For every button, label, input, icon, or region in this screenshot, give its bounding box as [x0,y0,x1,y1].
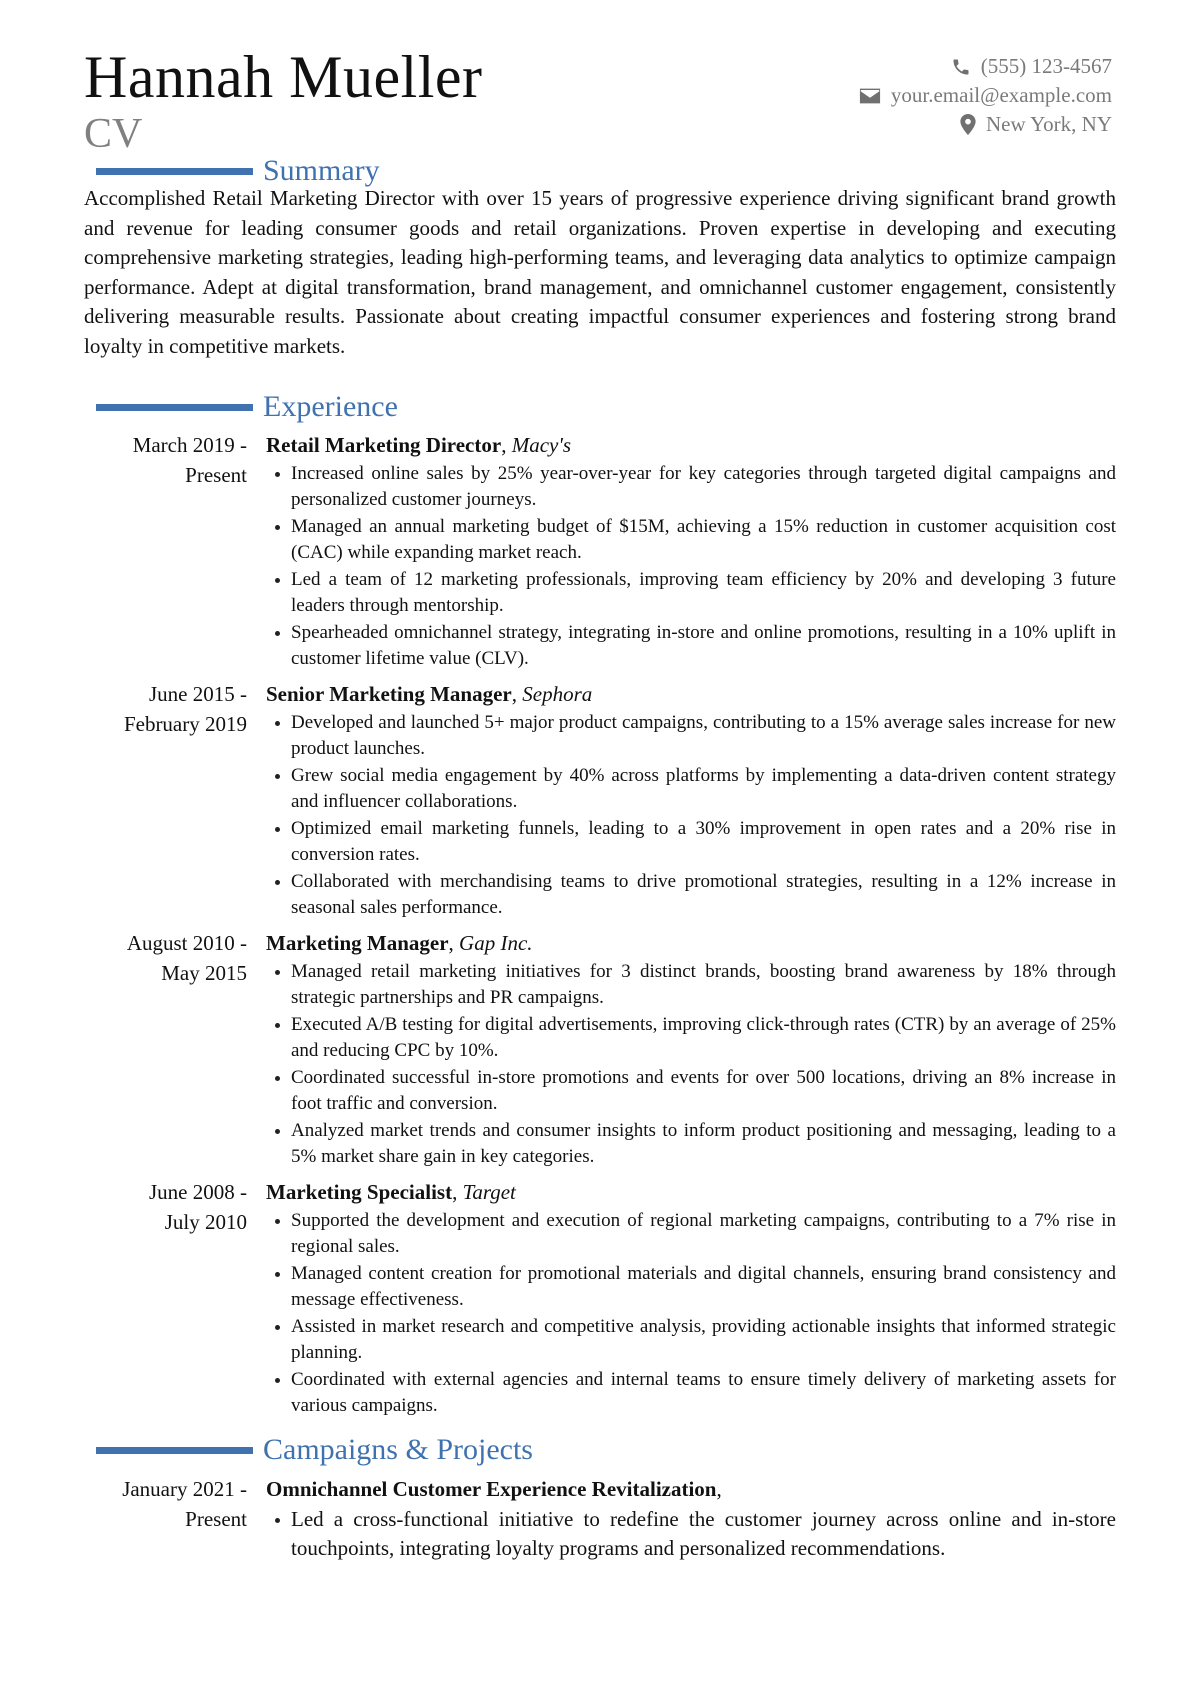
entry-date [84,929,247,988]
email-address[interactable]: your.email@example.com [890,83,1112,107]
date-end: Present [185,1506,247,1531]
role: Retail Marketing Director [266,433,502,457]
bullet-item: Managed an annual marketing budget of $15M, achieving a 15% reduction in customer acquisition cost (CAC) while expanding market reach. [266,514,1116,567]
organization: Target [462,1180,516,1204]
section-bar [96,404,253,411]
project-name: Omnichannel Customer Experience Revitalization [266,1477,717,1501]
bullet-list [266,1505,1116,1564]
entry-title [266,1178,1116,1208]
bullet-item: Supported the development and execution of regional marketing campaigns, contributing to a 7% rise in regional sales. [266,1208,1116,1261]
date-start: January 2021 - [122,1477,247,1501]
bullet-item: Developed and launched 5+ major product campaigns, contributing to a 15% average sales increase for new product launches. [266,710,1116,763]
phone-number[interactable]: (555) 123-4567 [980,54,1112,78]
bullet-item: Analyzed market trends and consumer insights to inform product positioning and messaging, leading to a 5% market share gain in key categories. [266,1118,1116,1171]
bullet-list [266,1208,1116,1420]
contact-phone [692,52,1112,81]
date-start: August 2010 - [126,931,247,955]
bullet-item: Optimized email marketing funnels, leading to a 30% improvement in open rates and a 20% rise in conversion rates. [266,816,1116,869]
bullet-item: Led a cross-functional initiative to redefine the customer journey across online and in-store touchpoints, integrating loyalty programs and personalized recommendations. [266,1505,1116,1564]
section-bar [96,1447,253,1454]
location: New York, NY [985,112,1112,136]
entry-title [266,1475,1116,1505]
bullet-list [266,959,1116,1171]
bullet-item: Coordinated with external agencies and internal teams to ensure timely delivery of marketing assets for various campaigns. [266,1367,1116,1420]
section-title-experience: Experience [263,390,398,423]
separator: , [716,1477,722,1501]
summary-text: Accomplished Retail Marketing Director with over 15 years of progressive experience driving significant brand growth and revenue for leading consumer goods and retail organizations. Proven expertise in developing and executing comprehensive marketing strategies, leading high-performing teams, and leveraging data analytics to optimize campaign performance. Adept at digital transformation, brand management, and omnichannel customer engagement, consistently delivering measurable results. Passionate about creating impactful consumer experiences and fostering strong brand loyalty in competitive markets. [84,186,1116,358]
separator: , [501,433,512,457]
bullet-item: Managed content creation for promotional materials and digital channels, ensuring brand consistency and message effectiveness. [266,1261,1116,1314]
bullet-item: Managed retail marketing initiatives for 3 distinct brands, boosting brand awareness by 18% through strategic partnerships and PR campaigns. [266,959,1116,1012]
date-start: June 2008 - [149,1180,247,1204]
date-start: June 2015 - [149,682,247,706]
separator: , [511,682,523,706]
entry-title [266,431,1116,461]
entry-title [266,680,1116,710]
section-header-experience [96,387,398,427]
date-end: Present [185,462,247,487]
candidate-name: Hannah Mueller [84,44,483,110]
role: Marketing Specialist [266,1180,453,1204]
role: Senior Marketing Manager [266,682,512,706]
date-start: March 2019 - [132,433,247,457]
bullet-item: Assisted in market research and competitive analysis, providing actionable insights that informed strategic planning. [266,1314,1116,1367]
bullet-item: Led a team of 12 marketing professionals, improving team efficiency by 20% and developing 3 future leaders through mentorship. [266,567,1116,620]
bullet-item: Spearheaded omnichannel strategy, integrating in-store and online promotions, resulting in a 10% uplift in customer lifetime value (CLV). [266,620,1116,673]
bullet-list [266,710,1116,922]
entry-date [84,431,247,490]
phone-icon [951,57,971,77]
separator: , [452,1180,463,1204]
contact-location [692,110,1112,139]
organization: Macy's [511,433,572,457]
separator: , [448,931,460,955]
document-subtitle: CV [84,111,143,157]
bullet-item: Collaborated with merchandising teams to drive promotional strategies, resulting in a 12% increase in seasonal sales performance. [266,869,1116,922]
role: Marketing Manager [266,931,449,955]
section-bar [96,168,253,175]
bullet-list [266,461,1116,673]
bullet-item: Grew social media engagement by 40% across platforms by implementing a data-driven content strategy and influencer collaborations. [266,763,1116,816]
entry-date [84,1178,247,1237]
date-end: May 2015 [161,960,247,985]
bullet-item: Increased online sales by 25% year-over-year for key categories through targeted digital campaigns and personalized customer journeys. [266,461,1116,514]
organization: Sephora [522,682,593,706]
date-end: July 2010 [164,1209,247,1234]
section-title-summary: Summary [263,154,380,187]
bullet-item: Coordinated successful in-store promotions and events for over 500 locations, driving an 8% increase in foot traffic and conversion. [266,1065,1116,1118]
entry-date [84,680,247,739]
map-pin-icon [960,114,976,135]
entry-date [84,1475,247,1534]
section-header-projects [96,1430,533,1470]
contact-info [692,52,1112,139]
entry-title [266,929,1116,959]
organization: Gap Inc. [459,931,533,955]
envelope-icon [859,87,881,105]
bullet-item: Executed A/B testing for digital advertisements, improving click-through rates (CTR) by an average of 25% and reducing CPC by 10%. [266,1012,1116,1065]
contact-email [692,81,1112,110]
date-end: February 2019 [123,711,247,736]
section-title-projects: Campaigns & Projects [263,1433,533,1466]
